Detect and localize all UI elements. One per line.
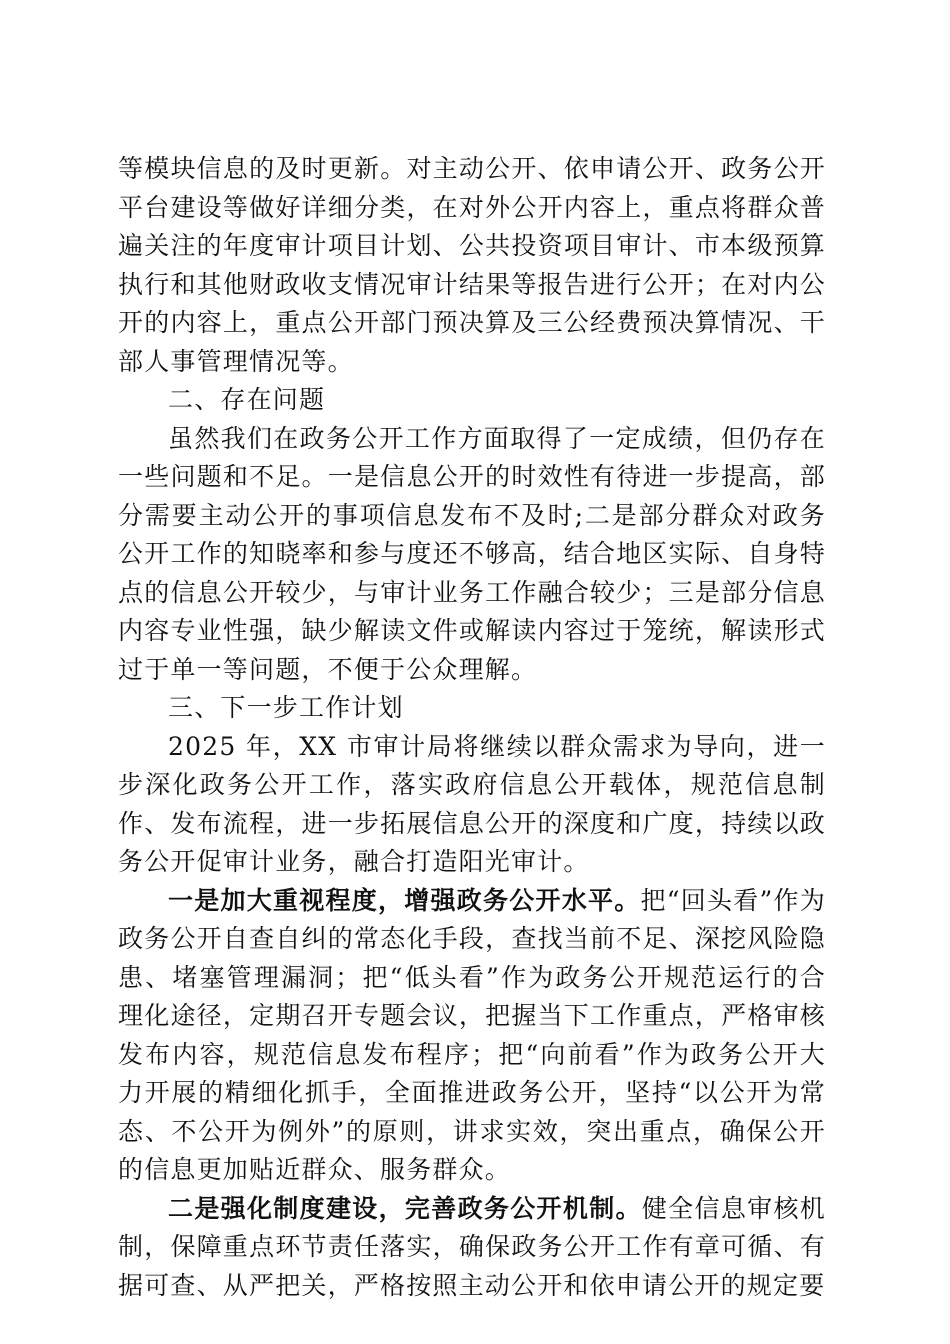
paragraph-plan-item-2 bbox=[118, 1190, 826, 1306]
plan-item-1-text: 把“回头看”作为政务公开自查自纠的常态化手段，查找当前不足、深挖风险隐患、堵塞管理漏洞；把“低头看”作为政务公开规范运行的合理化途径，定期召开专题会议，把握当下工作重点，严格审核发布内容，规范信息发布程序；把“向前看”作为政务公开大力开展的精细化抓手，全面推进政务公开，坚持“以公开为常态、不公开为例外”的原则，讲求实效，突出重点，确保公开的信息更加贴近群众、服务群众。 bbox=[118, 885, 826, 1184]
document-body bbox=[118, 150, 826, 1305]
paragraph-problems: 虽然我们在政务公开工作方面取得了一定成绩，但仍存在一些问题和不足。一是信息公开的时效性有待进一步提高，部分需要主动公开的事项信息发布不及时;二是部分群众对政务公开工作的知晓率和参与度还不够高，结合地区实际、自身特点的信息公开较少，与审计业务工作融合较少；三是部分信息内容专业性强，缺少解读文件或解读内容过于笼统，解读形式过于单一等问题，不便于公众理解。 bbox=[118, 423, 826, 684]
plan-item-2-text: 健全信息审核机制，保障重点环节责任落实，确保政务公开工作有章可循、有据可查、从严把关，严格按照主动公开和依申请公开的规定要 bbox=[118, 1193, 826, 1300]
plan-item-1-lead: 一是加大重视程度，增强政务公开水平。 bbox=[168, 885, 641, 915]
plan-item-2-lead: 二是强化制度建设，完善政务公开机制。 bbox=[168, 1193, 642, 1223]
paragraph-plan-item-1 bbox=[118, 882, 826, 1190]
section-heading-problems: 二、存在问题 bbox=[168, 385, 326, 414]
section-heading-next-plan: 三、下一步工作计划 bbox=[168, 693, 404, 722]
paragraph-continued: 等模块信息的及时更新。对主动公开、依申请公开、政务公开平台建设等做好详细分类，在对外公开内容上，重点将群众普遍关注的年度审计项目计划、公共投资项目审计、市本级预算执行和其他财政收支情况审计结果等报告进行公开；在对内公开的内容上，重点公开部门预决算及三公经费预决算情况、干部人事管理情况等。 bbox=[118, 154, 826, 376]
paragraph-plan-intro: 2025 年，XX 市审计局将继续以群众需求为导向，进一步深化政务公开工作，落实政府信息公开载体，规范信息制作、发布流程，进一步拓展信息公开的深度和广度，持续以政务公开促审计业务，融合打造阳光审计。 bbox=[118, 731, 826, 876]
